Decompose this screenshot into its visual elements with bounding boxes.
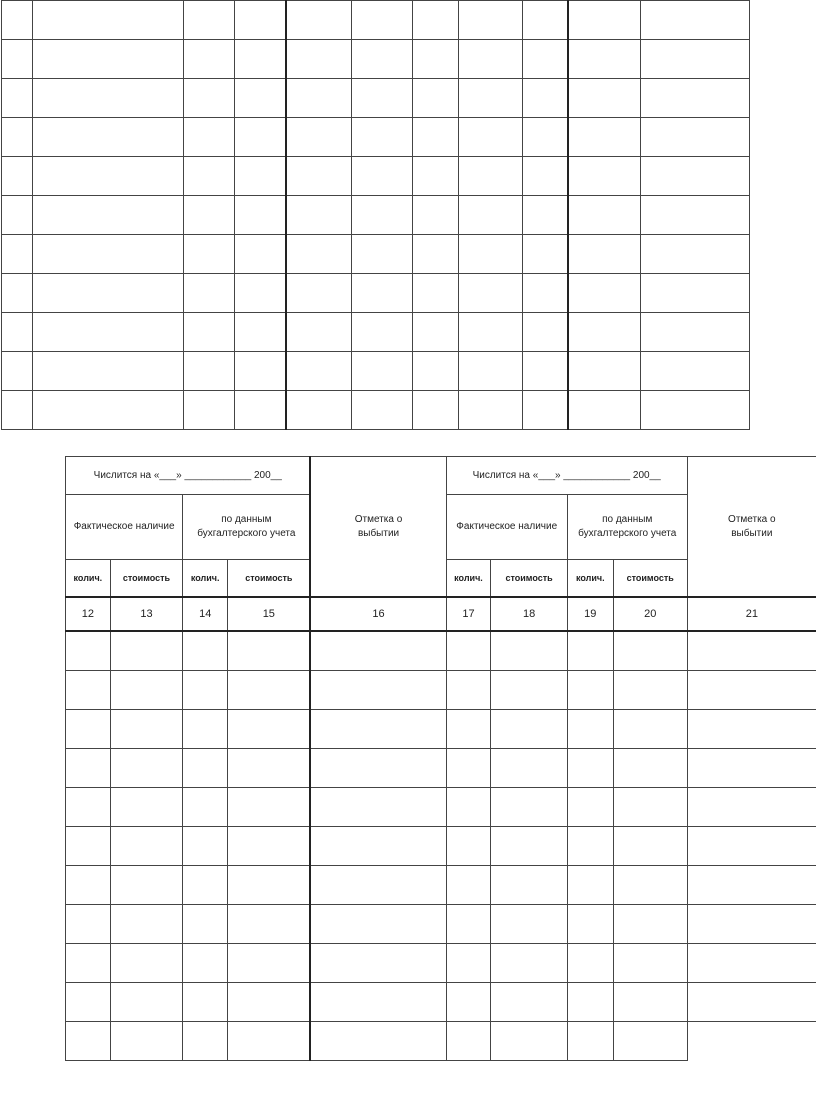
table-cell[interactable]: [613, 905, 687, 944]
table-cell[interactable]: [491, 749, 567, 788]
right-actual-qty-header: колич.: [446, 560, 491, 598]
inventory-continuation-table: [1, 0, 750, 430]
table-cell[interactable]: [66, 788, 111, 827]
table-cell[interactable]: [235, 157, 286, 196]
table-cell[interactable]: [2, 313, 33, 352]
table-cell[interactable]: [110, 827, 183, 866]
table-cell[interactable]: [446, 827, 491, 866]
table-row: [2, 391, 750, 430]
table-cell[interactable]: [567, 710, 613, 749]
table-cell[interactable]: [459, 196, 523, 235]
table-cell[interactable]: [228, 749, 311, 788]
table-cell[interactable]: [2, 157, 33, 196]
right-date-header: Числится на «___» ____________ 200__: [446, 457, 687, 495]
table-cell[interactable]: [228, 866, 311, 905]
table-cell[interactable]: [413, 1, 459, 40]
table-cell[interactable]: [110, 1022, 183, 1061]
table-cell[interactable]: [567, 788, 613, 827]
table-cell[interactable]: [310, 944, 446, 983]
table-cell[interactable]: [110, 710, 183, 749]
table-cell[interactable]: [183, 905, 228, 944]
table-cell[interactable]: [687, 983, 816, 1022]
table-cell[interactable]: [641, 1, 750, 40]
table-cell[interactable]: [459, 352, 523, 391]
table-row: [66, 671, 816, 710]
table-row: [66, 631, 816, 671]
table-cell[interactable]: [183, 788, 228, 827]
table-cell[interactable]: [568, 118, 641, 157]
table-cell[interactable]: [446, 631, 491, 671]
table-cell[interactable]: [613, 1022, 687, 1061]
column-number: 14: [183, 597, 228, 631]
table-cell[interactable]: [446, 983, 491, 1022]
table-cell[interactable]: [183, 983, 228, 1022]
table-cell[interactable]: [310, 866, 446, 905]
table-cell[interactable]: [446, 710, 491, 749]
table-cell[interactable]: [491, 983, 567, 1022]
table-cell[interactable]: [184, 352, 235, 391]
right-accounting-cost-header: стоимость: [613, 560, 687, 598]
right-disposal-mark-header: [687, 457, 816, 598]
left-accounting-qty-header: колич.: [183, 560, 228, 598]
table-cell[interactable]: [286, 235, 352, 274]
table-cell[interactable]: [110, 631, 183, 671]
table-cell[interactable]: [2, 1, 33, 40]
table-cell[interactable]: [641, 235, 750, 274]
table-row: [2, 196, 750, 235]
table-row: [66, 827, 816, 866]
table-cell[interactable]: [286, 274, 352, 313]
left-actual-qty-header: колич.: [66, 560, 111, 598]
table-cell[interactable]: [183, 671, 228, 710]
table-cell[interactable]: [110, 749, 183, 788]
column-number: 16: [310, 597, 446, 631]
table-row: [2, 40, 750, 79]
table-cell[interactable]: [235, 1, 286, 40]
table-cell[interactable]: [568, 352, 641, 391]
table-cell[interactable]: [491, 1022, 567, 1061]
table-cell[interactable]: [33, 391, 184, 430]
table-cell[interactable]: [33, 352, 184, 391]
table-cell[interactable]: [687, 671, 816, 710]
table-row: [66, 710, 816, 749]
table-cell[interactable]: [568, 79, 641, 118]
table-cell[interactable]: [310, 905, 446, 944]
table-cell[interactable]: [235, 196, 286, 235]
table-cell[interactable]: [613, 983, 687, 1022]
column-number: 13: [110, 597, 183, 631]
table-cell[interactable]: [183, 944, 228, 983]
table-cell[interactable]: [568, 235, 641, 274]
table-cell[interactable]: [413, 79, 459, 118]
table-cell[interactable]: [286, 157, 352, 196]
table-cell[interactable]: [110, 788, 183, 827]
table-cell[interactable]: [523, 196, 568, 235]
table-cell[interactable]: [568, 274, 641, 313]
table-cell[interactable]: [310, 1022, 446, 1061]
table-row: [66, 983, 816, 1022]
table-cell[interactable]: [33, 1, 184, 40]
table-cell[interactable]: [33, 40, 184, 79]
table-cell[interactable]: [184, 157, 235, 196]
table-cell[interactable]: [523, 235, 568, 274]
table-cell[interactable]: [459, 79, 523, 118]
table-cell[interactable]: [183, 710, 228, 749]
table-cell[interactable]: [228, 827, 311, 866]
table-cell[interactable]: [66, 944, 111, 983]
table-cell[interactable]: [491, 788, 567, 827]
left-actual-header: Фактическое наличие: [66, 495, 183, 560]
table-cell[interactable]: [446, 866, 491, 905]
table-cell[interactable]: [286, 196, 352, 235]
table-cell[interactable]: [286, 40, 352, 79]
table-cell[interactable]: [66, 983, 111, 1022]
table-cell[interactable]: [352, 313, 413, 352]
table-cell[interactable]: [2, 79, 33, 118]
table-cell[interactable]: [687, 710, 816, 749]
table-cell[interactable]: [286, 79, 352, 118]
table-cell[interactable]: [310, 827, 446, 866]
table-cell[interactable]: [446, 788, 491, 827]
table-cell[interactable]: [523, 313, 568, 352]
table-cell[interactable]: [2, 118, 33, 157]
table-cell[interactable]: [184, 313, 235, 352]
table-cell[interactable]: [568, 157, 641, 196]
table-cell[interactable]: [491, 944, 567, 983]
table-cell[interactable]: [228, 944, 311, 983]
table-cell[interactable]: [235, 40, 286, 79]
table-row: [2, 1, 750, 40]
table-cell[interactable]: [459, 118, 523, 157]
table-cell[interactable]: [33, 79, 184, 118]
table-cell[interactable]: [228, 671, 311, 710]
right-actual-cost-header: стоимость: [491, 560, 567, 598]
table-cell[interactable]: [235, 274, 286, 313]
table-row: [2, 157, 750, 196]
table-cell[interactable]: [110, 983, 183, 1022]
table-cell[interactable]: [184, 40, 235, 79]
table-cell[interactable]: [613, 944, 687, 983]
left-disposal-mark-label: Отметка о выбытии: [354, 513, 403, 539]
table-row: [66, 749, 816, 788]
table-row: [2, 118, 750, 157]
column-number: 20: [613, 597, 687, 631]
table-cell[interactable]: [110, 905, 183, 944]
table-cell[interactable]: [491, 631, 567, 671]
table-cell[interactable]: [228, 710, 311, 749]
table-cell[interactable]: [567, 905, 613, 944]
table-cell[interactable]: [523, 274, 568, 313]
table-cell[interactable]: [687, 944, 816, 983]
table-cell[interactable]: [446, 1022, 491, 1061]
table-cell[interactable]: [310, 671, 446, 710]
table-cell[interactable]: [110, 944, 183, 983]
table-cell[interactable]: [613, 671, 687, 710]
table-cell[interactable]: [413, 391, 459, 430]
table-cell[interactable]: [567, 1022, 613, 1061]
table-row: [66, 905, 816, 944]
table-row: [2, 352, 750, 391]
table-cell[interactable]: [66, 866, 111, 905]
inventory-results-table: [65, 456, 816, 1061]
table-cell[interactable]: [184, 1, 235, 40]
table-cell[interactable]: [523, 79, 568, 118]
table-cell[interactable]: [33, 274, 184, 313]
table-cell[interactable]: [183, 749, 228, 788]
right-actual-header: Фактическое наличие: [446, 495, 567, 560]
table-row: [2, 79, 750, 118]
table-cell[interactable]: [235, 313, 286, 352]
table-cell[interactable]: [235, 235, 286, 274]
right-accounting-label: по данным бухгалтерского учета: [578, 514, 677, 539]
table-cell[interactable]: [184, 235, 235, 274]
table-cell[interactable]: [184, 196, 235, 235]
table-cell[interactable]: [110, 671, 183, 710]
table-cell[interactable]: [228, 631, 311, 671]
table-cell[interactable]: [459, 235, 523, 274]
table-cell[interactable]: [567, 671, 613, 710]
table-cell[interactable]: [613, 866, 687, 905]
table-cell[interactable]: [641, 79, 750, 118]
table-row: [2, 235, 750, 274]
table-cell[interactable]: [2, 40, 33, 79]
table-cell[interactable]: [66, 749, 111, 788]
table-cell[interactable]: [235, 118, 286, 157]
column-number-row: [66, 597, 816, 631]
table-cell[interactable]: [567, 983, 613, 1022]
table-cell[interactable]: [66, 671, 111, 710]
table-cell[interactable]: [2, 274, 33, 313]
table-cell[interactable]: [235, 352, 286, 391]
table-cell[interactable]: [641, 40, 750, 79]
table-cell[interactable]: [687, 827, 816, 866]
table-cell[interactable]: [184, 274, 235, 313]
table-cell[interactable]: [310, 631, 446, 671]
left-accounting-header: [183, 495, 311, 560]
column-number: 21: [687, 597, 816, 631]
table-cell[interactable]: [184, 118, 235, 157]
table-cell[interactable]: [286, 352, 352, 391]
table-cell[interactable]: [446, 749, 491, 788]
table-cell[interactable]: [286, 1, 352, 40]
table-cell[interactable]: [613, 788, 687, 827]
table-cell[interactable]: [523, 157, 568, 196]
column-number: 17: [446, 597, 491, 631]
table-cell[interactable]: [183, 631, 228, 671]
table-cell[interactable]: [568, 313, 641, 352]
table-cell[interactable]: [352, 157, 413, 196]
table-cell[interactable]: [641, 196, 750, 235]
table-cell[interactable]: [491, 905, 567, 944]
table-cell[interactable]: [491, 866, 567, 905]
table-cell[interactable]: [183, 1022, 228, 1061]
table-cell[interactable]: [66, 1022, 111, 1061]
table-cell[interactable]: [567, 944, 613, 983]
table-cell[interactable]: [413, 313, 459, 352]
table-cell[interactable]: [613, 631, 687, 671]
table-cell[interactable]: [459, 274, 523, 313]
table-cell[interactable]: [567, 827, 613, 866]
table-cell[interactable]: [66, 710, 111, 749]
table-cell[interactable]: [413, 274, 459, 313]
table-cell[interactable]: [286, 391, 352, 430]
table-row: [66, 866, 816, 905]
table-cell[interactable]: [523, 118, 568, 157]
table-cell[interactable]: [184, 391, 235, 430]
table-cell[interactable]: [446, 671, 491, 710]
table-cell[interactable]: [568, 391, 641, 430]
table-cell[interactable]: [459, 391, 523, 430]
table-cell[interactable]: [568, 1, 641, 40]
table-cell[interactable]: [33, 313, 184, 352]
table-cell[interactable]: [352, 118, 413, 157]
table-cell[interactable]: [568, 40, 641, 79]
table-cell[interactable]: [286, 313, 352, 352]
left-actual-cost-header: стоимость: [110, 560, 183, 598]
table-cell[interactable]: [413, 157, 459, 196]
table-cell[interactable]: [413, 40, 459, 79]
table-cell[interactable]: [228, 1022, 311, 1061]
table-row: [2, 274, 750, 313]
table-cell[interactable]: [641, 274, 750, 313]
table-cell[interactable]: [183, 827, 228, 866]
table-cell[interactable]: [33, 118, 184, 157]
table-cell[interactable]: [352, 1, 413, 40]
table-cell[interactable]: [523, 1, 568, 40]
table-cell[interactable]: [310, 788, 446, 827]
table-cell[interactable]: [446, 944, 491, 983]
table-cell[interactable]: [352, 40, 413, 79]
table-cell[interactable]: [459, 1, 523, 40]
table-cell[interactable]: [352, 391, 413, 430]
left-accounting-cost-header: стоимость: [228, 560, 311, 598]
table-cell[interactable]: [567, 866, 613, 905]
table-cell[interactable]: [2, 196, 33, 235]
table-cell[interactable]: [413, 196, 459, 235]
table-cell[interactable]: [687, 905, 816, 944]
column-number: 19: [567, 597, 613, 631]
table-cell[interactable]: [184, 79, 235, 118]
table-cell[interactable]: [567, 631, 613, 671]
table-cell[interactable]: [459, 157, 523, 196]
table-cell[interactable]: [66, 631, 111, 671]
table-cell[interactable]: [228, 905, 311, 944]
table-cell[interactable]: [491, 827, 567, 866]
table-cell[interactable]: [33, 157, 184, 196]
table-cell[interactable]: [66, 827, 111, 866]
table-cell[interactable]: [687, 749, 816, 788]
table-cell[interactable]: [413, 352, 459, 391]
table-cell[interactable]: [2, 235, 33, 274]
table-cell[interactable]: [613, 749, 687, 788]
table-cell[interactable]: [235, 391, 286, 430]
table-cell[interactable]: [413, 118, 459, 157]
table-row: [2, 313, 750, 352]
right-disposal-mark-label: Отметка о выбытии: [728, 513, 776, 539]
column-number: 12: [66, 597, 111, 631]
table-cell[interactable]: [687, 788, 816, 827]
table-cell[interactable]: [613, 827, 687, 866]
table-cell[interactable]: [641, 391, 750, 430]
header-row-date: [66, 457, 816, 495]
table-cell[interactable]: [352, 196, 413, 235]
right-accounting-qty-header: колич.: [567, 560, 613, 598]
table-cell[interactable]: [183, 866, 228, 905]
table-cell[interactable]: [567, 749, 613, 788]
left-accounting-label: по данным бухгалтерского учета: [197, 514, 296, 539]
table-cell[interactable]: [459, 313, 523, 352]
left-disposal-mark-header: [310, 457, 446, 598]
table-cell[interactable]: [523, 40, 568, 79]
column-number: 18: [491, 597, 567, 631]
table-cell[interactable]: [310, 983, 446, 1022]
table-cell[interactable]: [310, 749, 446, 788]
column-number: 15: [228, 597, 311, 631]
table-cell[interactable]: [687, 866, 816, 905]
table-cell[interactable]: [687, 631, 816, 671]
table-cell[interactable]: [66, 905, 111, 944]
table-cell[interactable]: [641, 352, 750, 391]
table-cell[interactable]: [352, 352, 413, 391]
table-cell[interactable]: [352, 274, 413, 313]
left-date-header: Числится на «___» ____________ 200__: [66, 457, 311, 495]
table-cell[interactable]: [228, 788, 311, 827]
table-cell[interactable]: [352, 79, 413, 118]
table-cell[interactable]: [33, 196, 184, 235]
table-cell[interactable]: [641, 157, 750, 196]
table-cell[interactable]: [446, 905, 491, 944]
table-cell[interactable]: [413, 235, 459, 274]
table-cell[interactable]: [491, 671, 567, 710]
table-row: [66, 1022, 816, 1061]
table-cell[interactable]: [641, 313, 750, 352]
table-row: [66, 944, 816, 983]
table-cell[interactable]: [687, 1022, 816, 1061]
table-cell[interactable]: [523, 391, 568, 430]
table-row: [66, 788, 816, 827]
table-cell[interactable]: [491, 710, 567, 749]
table-cell[interactable]: [33, 235, 184, 274]
table-cell[interactable]: [2, 391, 33, 430]
table-cell[interactable]: [228, 983, 311, 1022]
right-accounting-header: [567, 495, 687, 560]
table-cell[interactable]: [568, 196, 641, 235]
table-cell[interactable]: [523, 352, 568, 391]
table-cell[interactable]: [110, 866, 183, 905]
table-cell[interactable]: [310, 710, 446, 749]
table-cell[interactable]: [286, 118, 352, 157]
table-cell[interactable]: [613, 710, 687, 749]
table-cell[interactable]: [641, 118, 750, 157]
table-cell[interactable]: [235, 79, 286, 118]
table-cell[interactable]: [459, 40, 523, 79]
table-cell[interactable]: [2, 352, 33, 391]
table-cell[interactable]: [352, 235, 413, 274]
